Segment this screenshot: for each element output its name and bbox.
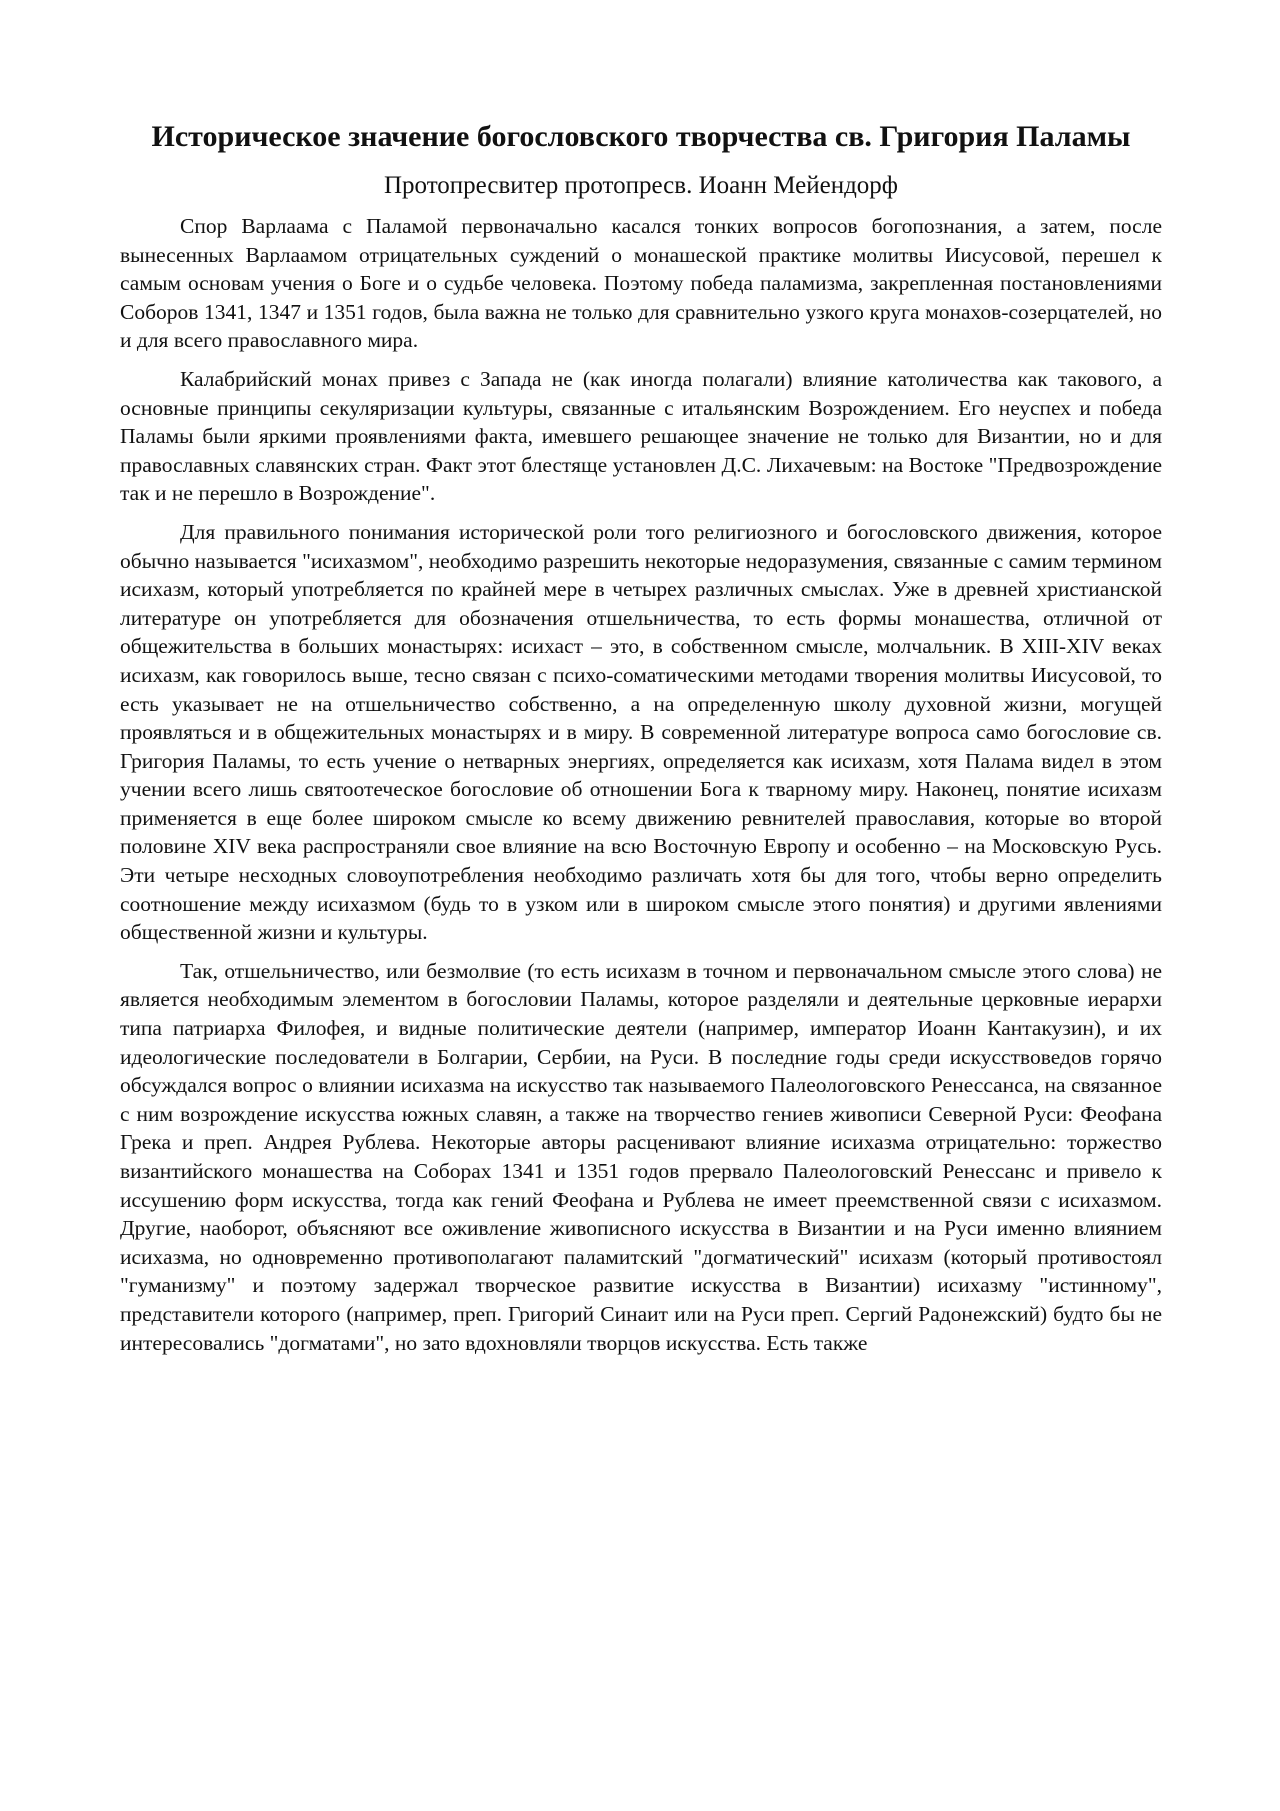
document-page xyxy=(120,118,1162,1367)
document-title: Историческое значение богословского творчества св. Григория Паламы xyxy=(151,120,1131,153)
paragraph: Спор Варлаама с Паламой первоначально касался тонких вопросов богопознания, а затем, после вынесенных Варлаамом отрицательных суждений о монашеской практике молитвы Иисусовой, перешел к самым основам учения о Боге и о судьбе человека. Поэтому победа паламизма, закрепленная постановлениями Соборов 1341, 1347 и 1351 годов, была важна не только для сравнительно узкого круга монахов-созерцателей, но и для всего православного мира. xyxy=(120,214,1162,353)
paragraph: Для правильного понимания исторической роли того религиозного и богословского движения, которое обычно называется "исихазмом", необходимо разрешить некоторые недоразумения, связанные с самим термином исихазм, который употребляется по крайней мере в четырех различных смыслах. Уже в древней христианской литературе он употребляется для обозначения отшельничества, то есть формы монашества, отличной от общежительства в больших монастырях: исихаст – это, в собственном смысле, молчальник. В XIII-XIV веках исихазм, как говорилось выше, тесно связан с психо-соматическими методами творения молитвы Иисусовой, то есть указывает не на отшельничество собственно, а на определенную школу духовной жизни, могущей проявляться и в общежительных монастырях и в миру. В современной литературе вопроса само богословие св. Григория Паламы, то есть учение о нетварных энергиях, определяется как исихазм, хотя Палама видел в этом учении всего лишь святоотеческое богословие об отношении Бога к тварному миру. Наконец, понятие исихазм применяется в еще более широком смысле ко всему движению ревнителей православия, которые во второй половине XIV века распространяли свое влияние на всю Восточную Европу и особенно – на Московскую Русь. Эти четыре несходных словоупотребления необходимо различать хотя бы для того, чтобы верно определить соотношение между исихазмом (будь то в узком или в широком смысле этого понятия) и другими явлениями общественной жизни и культуры. xyxy=(120,519,1162,945)
document-author: Протопресвитер протопресв. Иоанн Мейендорф xyxy=(383,172,899,199)
paragraph: Так, отшельничество, или безмолвие (то есть исихазм в точном и первоначальном смысле этого слова) не является необходимым элементом в богословии Паламы, которое разделяли и деятельные церковные иерархи типа патриарха Филофея, и видные политические деятели (например, император Иоанн Кантакузин), и их идеологические последователи в Болгарии, Сербии, на Руси. В последние годы среди искусствоведов горячо обсуждался вопрос о влиянии исихазма на искусство так называемого Палеологовского Ренессанса, на связанное с ним возрождение искусства южных славян, а также на творчество гениев живописи Северной Руси: Феофана Грека и преп. Андрея Рублева. Некоторые авторы расценивают влияние исихазма отрицательно: торжество византийского монашества на Соборах 1341 и 1351 годов прервало Палеологовский Ренессанс и привело к иссушению форм искусства, тогда как гений Феофана и Рублева не имеет преемственной связи с исихазмом. Другие, наоборот, объясняют все оживление живописного искусства в Византии и на Руси именно влиянием исихазма, но одновременно противополагают паламитский "догматический" исихазм (который противостоял "гуманизму" и поэтому задержал творческое развитие искусства в Византии) исихазму "истинному", представители которого (например, преп. Григорий Синаит или на Руси преп. Сергий Радонежский) будто бы не интересовались "догматами", но зато вдохновляли творцов искусства. Есть также xyxy=(120,958,1162,1355)
paragraph: Калабрийский монах привез с Запада не (как иногда полагали) влияние католичества как такового, а основные принципы секуляризации культуры, связанные с итальянским Возрождением. Его неуспех и победа Паламы были яркими проявлениями факта, имевшего решающее значение не только для Византии, но и для православных славянских стран. Факт этот блестяще установлен Д.С. Лихачевым: на Востоке "Предвозрождение так и не перешло в Возрождение". xyxy=(120,366,1162,506)
